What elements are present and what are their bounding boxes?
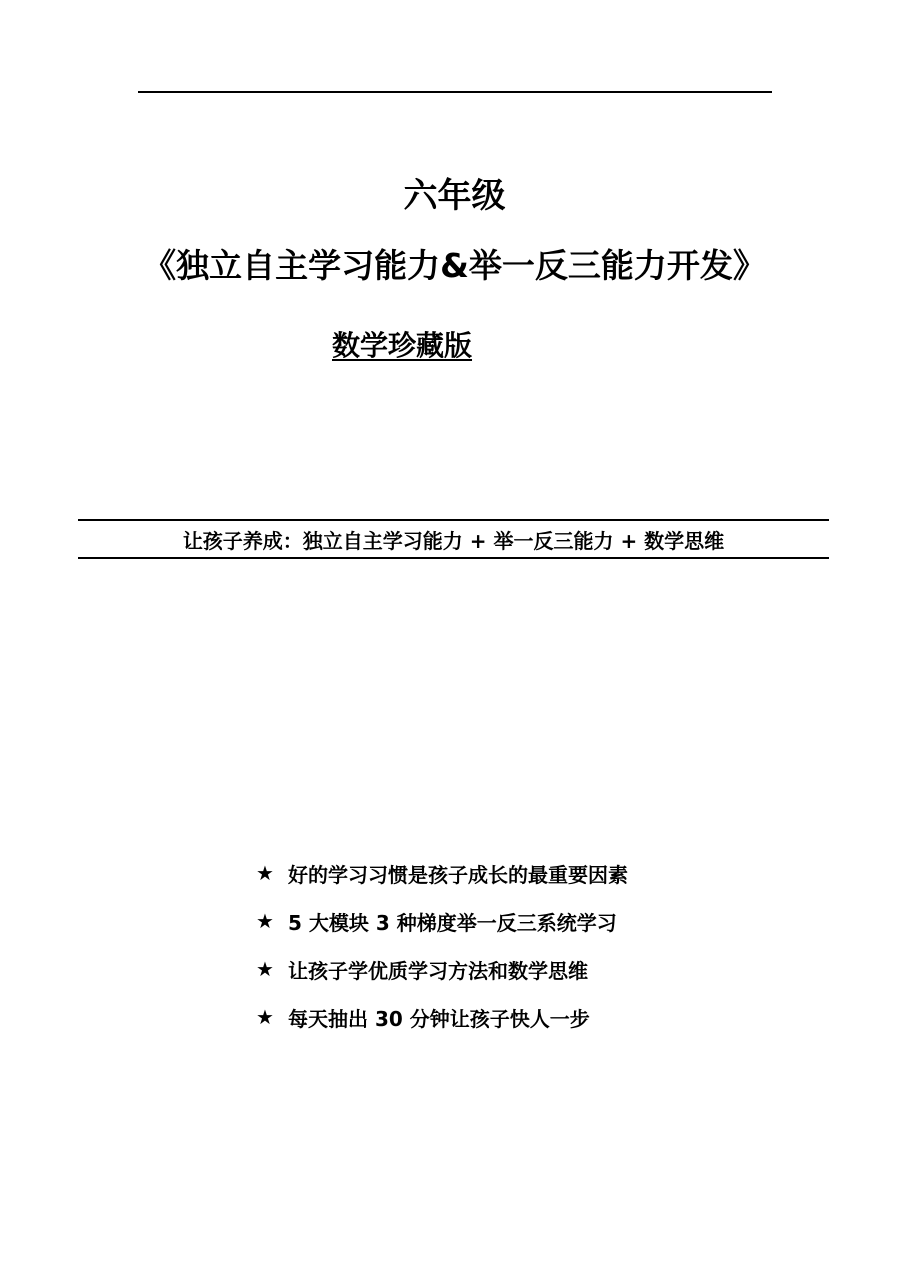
feature-text: 好的学习习惯是孩子成长的最重要因素 <box>288 862 628 887</box>
feature-item <box>254 855 628 891</box>
star-icon: ★ <box>256 1005 274 1029</box>
feature-text: 每天抽出 30 分钟让孩子快人一步 <box>288 1006 590 1031</box>
book-title: 《独立自主学习能力&举一反三能力开发》 <box>143 246 766 285</box>
edition-label: 数学珍藏版 <box>332 329 473 362</box>
feature-item <box>254 951 628 987</box>
grade-title: 六年级 <box>403 176 506 216</box>
top-divider <box>138 91 772 93</box>
slogan-text: 让孩子养成：独立自主学习能力 + 举一反三能力 + 数学思维 <box>182 528 725 553</box>
star-icon: ★ <box>256 957 274 981</box>
feature-item <box>254 903 628 939</box>
feature-text: 让孩子学优质学习方法和数学思维 <box>288 958 588 983</box>
feature-item <box>254 999 628 1035</box>
slogan-band <box>78 519 829 559</box>
feature-list <box>254 855 628 1047</box>
star-icon: ★ <box>256 861 274 885</box>
feature-text: 5 大模块 3 种梯度举一反三系统学习 <box>288 910 617 935</box>
star-icon: ★ <box>256 909 274 933</box>
